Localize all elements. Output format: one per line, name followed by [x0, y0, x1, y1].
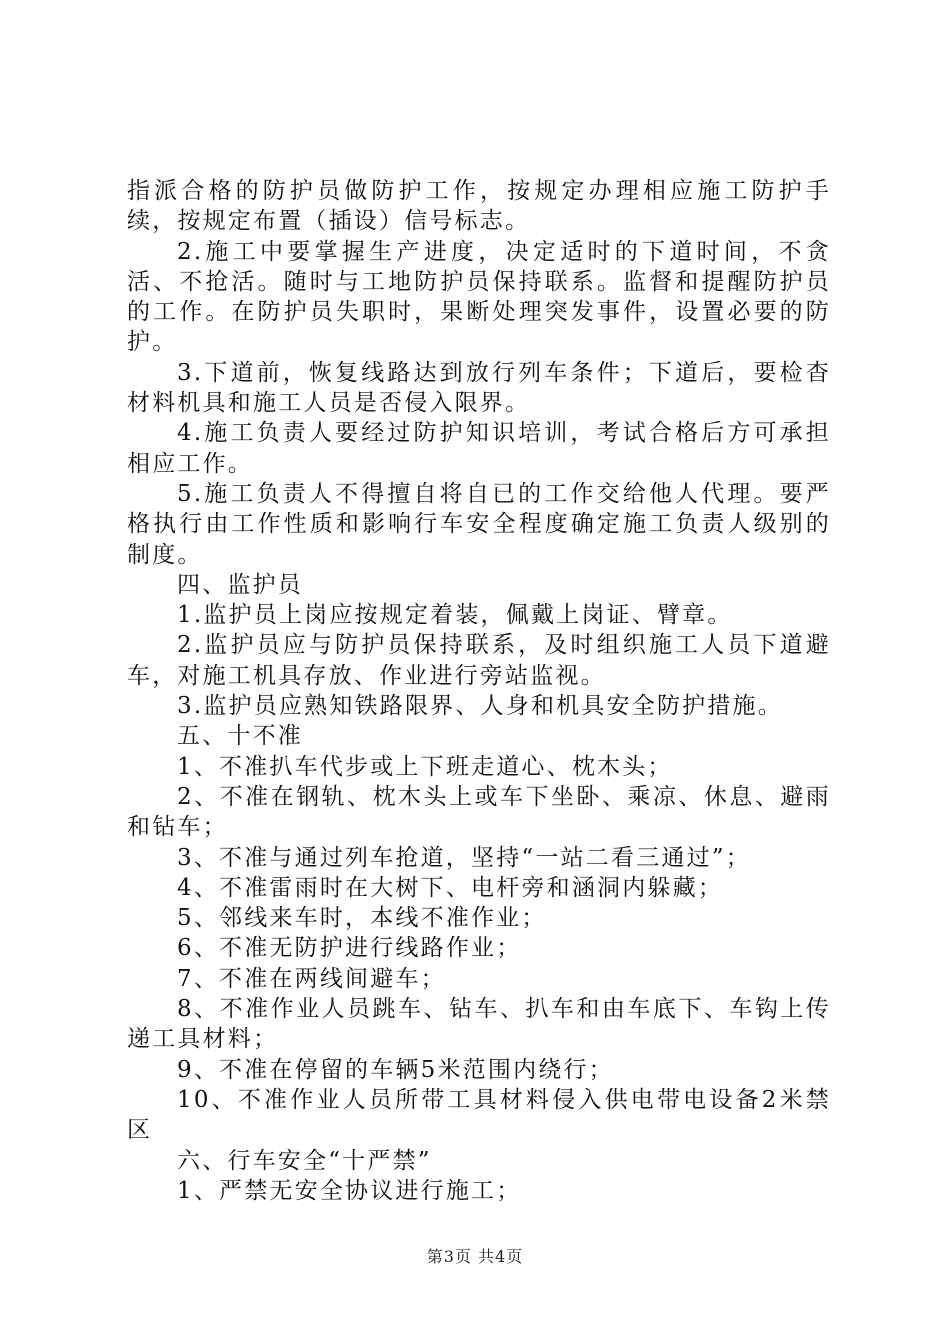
list-item: 3、不准与通过列车抢道，坚持“一站二看三通过”；	[177, 844, 751, 871]
list-item: 5、邻线来车时，本线不准作业；	[177, 905, 547, 932]
document-body	[127, 176, 831, 1206]
paragraph: 1.监护员上岗应按规定着装，佩戴上岗证、臂章。	[177, 602, 733, 629]
paragraph: 5.施工负责人不得擅自将自已的工作交给他人代理。要严格执行由工作性质和影响行车安全程度确定施工负责人级别的制度。	[127, 480, 831, 568]
section-heading: 四、监护员	[177, 571, 303, 598]
paragraph: 2.施工中要掌握生产进度，决定适时的下道时间，不贪活、不抢活。随时与工地防护员保持联系。监督和提醒防护员的工作。在防护员失职时，果断处理突发事件，设置必要的防护。	[127, 238, 831, 356]
list-item: 2、不准在钢轨、枕木头上或车下坐卧、乘凉、休息、避雨和钻车；	[127, 783, 831, 841]
list-item: 9、不准在停留的车辆5米范围内绕行；	[177, 1056, 614, 1083]
paragraph: 指派合格的防护员做防护工作，按规定办理相应施工防护手续，按规定布置（插设）信号标志。	[127, 178, 831, 235]
page-footer: 第3页 共4页	[426, 1247, 524, 1266]
list-item: 6、不准无防护进行线路作业；	[177, 935, 522, 962]
list-item: 1、严禁无安全协议进行施工；	[177, 1177, 522, 1204]
section-heading: 五、十不准	[177, 723, 303, 750]
paragraph: 2.监护员应与防护员保持联系，及时组织施工人员下道避车，对施工机具存放、作业进行旁站监视。	[127, 632, 831, 689]
list-item: 7、不准在两线间避车；	[177, 965, 446, 992]
list-item: 4、不准雷雨时在大树下、电杆旁和涵洞内躲藏；	[177, 874, 724, 901]
list-item: 10、不准作业人员所带工具材料侵入供电带电设备2米禁区	[127, 1086, 831, 1144]
paragraph: 3.下道前，恢复线路达到放行列车条件；下道后，要检杳材料机具和施工人员是否侵入限界。	[127, 359, 831, 417]
paragraph: 3.监护员应熟知铁路限界、人身和机具安全防护措施。	[177, 693, 783, 720]
paragraph: 4.施工负责人要经过防护知识培训，考试合格后方可承担相应工作。	[127, 420, 831, 477]
section-heading: 六、行车安全“十严禁”	[177, 1147, 432, 1174]
list-item: 1、不准扒车代步或上下班走道心、枕木头；	[177, 753, 673, 780]
list-item: 8、不准作业人员跳车、钻车、扒车和由车底下、车钩上传递工具材料；	[127, 996, 831, 1053]
